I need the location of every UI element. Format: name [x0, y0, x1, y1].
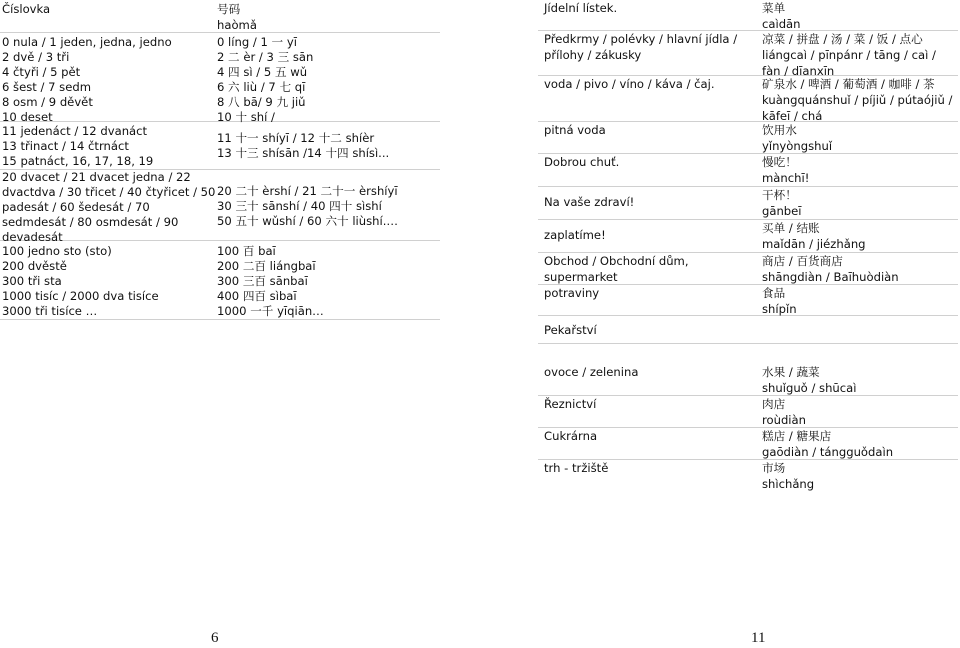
menu-row	[538, 0, 958, 31]
numerals-group-0-10	[0, 33, 440, 122]
pinyin-phrase: shípǐn	[762, 302, 797, 316]
drinks-row	[538, 76, 958, 122]
pinyin-phrase: shuǐguǒ / shūcaì	[762, 381, 857, 395]
zh-phrase: 菜单	[762, 1, 786, 15]
cz-line: padesát / 60 šedesát / 70	[2, 200, 150, 214]
drinking-water-row	[538, 122, 958, 154]
cz-line: dvactdva / 30 třicet / 40 čtyřicet / 50	[2, 185, 216, 199]
left-page	[0, 0, 440, 320]
cz-phrase: pitná voda	[544, 123, 606, 137]
zh-phrase: 肉店	[762, 397, 786, 411]
cz-line: 8 osm / 9 děvět	[2, 95, 93, 109]
numerals-group-11-19	[0, 122, 440, 170]
numerals-group-hundreds	[0, 241, 440, 320]
cz-line: 200 dvěstě	[2, 259, 67, 273]
pay-row	[538, 220, 958, 253]
zh-line: 400 四百 sìbaī	[217, 289, 297, 303]
cz-line: 2 dvě / 3 tři	[2, 50, 70, 64]
zh-line: 50 五十 wǔshí / 60 六十 liùshí.…	[217, 214, 399, 228]
cz-line: 3000 tři tisíce …	[2, 304, 98, 318]
page-number-right: 11	[751, 630, 766, 646]
zh-phrase: 糕店 / 糖果店	[762, 429, 832, 443]
zh-phrase: 慢吃！	[762, 155, 797, 169]
cz-line: devadesát	[2, 230, 63, 244]
cheers-row	[538, 187, 958, 220]
butcher-row	[538, 396, 958, 428]
fruit-vegetables-row	[538, 364, 958, 396]
zh-phrase: 凉菜 / 拼盘 / 汤 / 菜 / 饭 / 点心	[762, 32, 923, 46]
pinyin-phrase: caìdān	[762, 17, 801, 31]
cz-phrase: Jídelní lístek.	[544, 1, 618, 15]
zh-phrase: 水果 / 蔬菜	[762, 365, 820, 379]
courses-row	[538, 31, 958, 76]
pinyin-phrase: gānbeī	[762, 204, 802, 218]
numerals-header-row	[0, 0, 440, 33]
zh-phrase: 买单 / 结账	[762, 221, 820, 235]
zh-line: 0 líng / 1 一 yī	[217, 35, 297, 49]
cz-phrase: Cukrárna	[544, 429, 598, 443]
bon-appetit-row	[538, 154, 958, 187]
pinyin-phrase: shāngdiàn / Baīhuòdiàn	[762, 270, 899, 284]
pinyin-phrase: mànchī!	[762, 171, 810, 185]
zh-line: 10 十 shí /	[217, 110, 275, 124]
cz-line: 13 třinact / 14 čtrnáct	[2, 139, 129, 153]
pinyin-phrase: kuàngquánshuǐ / píjiǔ / pútaójiǔ / kāfeī / chá	[762, 93, 953, 123]
cz-phrase: ovoce / zelenina	[544, 365, 639, 379]
cz-line: 0 nula / 1 jeden, jedna, jedno	[2, 35, 172, 49]
bakery-row	[538, 316, 958, 344]
zh-line: 11 十一 shíyī / 12 十二 shíèr	[217, 131, 375, 145]
pinyin-phrase: shìchǎng	[762, 477, 815, 491]
cz-phrase: Předkrmy / polévky / hlavní jídla / přílohy / zákusky	[544, 32, 738, 62]
cz-phrase: Dobrou chuť.	[544, 155, 620, 169]
numerals-heading-pinyin: haòmǎ	[217, 18, 257, 32]
cz-phrase: potraviny	[544, 286, 600, 300]
cz-line: 15 patnáct, 16, 17, 18, 19	[2, 154, 154, 168]
zh-line: 100 百 baī	[217, 244, 276, 258]
confectionery-row	[538, 428, 958, 460]
zh-line: 20 二十 èrshí / 21 二十一 èrshíyī	[217, 184, 398, 198]
zh-line: 300 三百 sānbaī	[217, 274, 308, 288]
cz-phrase: voda / pivo / víno / káva / čaj.	[544, 77, 715, 91]
numerals-heading-zh: 号码	[217, 2, 241, 16]
pinyin-phrase: liángcaì / pīnpánr / tāng / caì / fàn / dīanxīn	[762, 48, 936, 78]
zh-phrase: 食品	[762, 286, 786, 300]
zh-line: 13 十三 shísān /14 十四 shísì...	[217, 146, 390, 160]
cz-phrase: Obchod / Obchodní dům, supermarket	[544, 254, 689, 284]
zh-phrase: 干杯！	[762, 188, 797, 202]
cz-line: 300 tři sta	[2, 274, 62, 288]
cz-line: 10 deset	[2, 110, 53, 124]
zh-line: 4 四 sì / 5 五 wǔ	[217, 65, 308, 79]
page-number-left: 6	[211, 630, 219, 646]
cz-phrase: Pekařství	[544, 323, 597, 337]
cz-phrase: zaplatíme!	[544, 228, 606, 242]
cz-line: sedmdesát / 80 osmdesát / 90	[2, 215, 179, 229]
cz-line: 11 jedenáct / 12 dvanáct	[2, 124, 148, 138]
zh-phrase: 市场	[762, 461, 786, 475]
pinyin-phrase: yǐnyòngshuǐ	[762, 139, 833, 153]
zh-line: 6 六 liù / 7 七 qī	[217, 80, 306, 94]
zh-phrase: 商店 / 百货商店	[762, 254, 843, 268]
zh-phrase: 矿泉水 / 啤酒 / 葡萄酒 / 咖啡 / 茶	[762, 77, 935, 91]
cz-line: 4 čtyři / 5 pět	[2, 65, 81, 79]
market-row	[538, 460, 958, 492]
zh-line: 1000 一千 yīqiān…	[217, 304, 324, 318]
numerals-group-tens	[0, 170, 440, 244]
zh-line: 8 八 bā/ 9 九 jiǔ	[217, 95, 306, 109]
cz-line: 6 šest / 7 sedm	[2, 80, 91, 94]
cz-line: 20 dvacet / 21 dvacet jedna / 22	[2, 170, 191, 184]
zh-phrase: 饮用水	[762, 123, 797, 137]
cz-phrase: Na vaše zdraví!	[544, 195, 635, 209]
cz-line: 100 jedno sto (sto)	[2, 244, 112, 258]
pinyin-phrase: roùdiàn	[762, 413, 806, 427]
numerals-heading-cz: Číslovka	[2, 2, 51, 15]
zh-line: 30 三十 sānshí / 40 四十 sìshí	[217, 199, 382, 213]
cz-line: 1000 tisíc / 2000 dva tisíce	[2, 289, 159, 303]
zh-line: 2 二 èr / 3 三 sān	[217, 50, 314, 64]
pinyin-phrase: maǐdān / jiézhǎng	[762, 237, 866, 251]
groceries-row	[538, 285, 958, 316]
cz-phrase: trh - tržiště	[544, 461, 609, 475]
shop-row	[538, 253, 958, 285]
right-page	[538, 0, 958, 492]
zh-line: 200 二百 liángbaī	[217, 259, 316, 273]
pinyin-phrase: gaōdiàn / tángguǒdaìn	[762, 445, 894, 459]
cz-phrase: Řeznictví	[544, 397, 597, 411]
